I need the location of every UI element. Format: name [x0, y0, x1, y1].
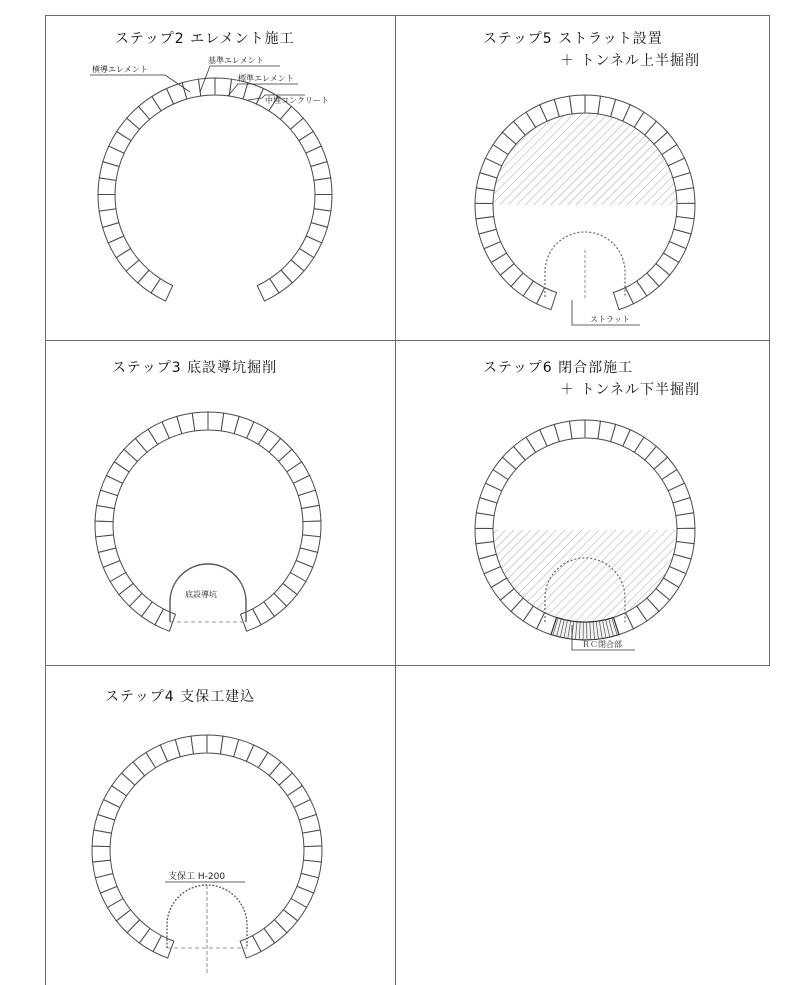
step6-title: ステップ6 閉合部施工 — [483, 360, 634, 376]
ring-element-segment — [676, 513, 695, 529]
ring-element-segment — [475, 203, 494, 219]
ring-element-segment — [475, 528, 494, 544]
step6-label-rc-closure: ＲＣ閉合部 — [582, 640, 622, 649]
ring-element-segment — [198, 78, 215, 96]
ring-element-segment — [192, 412, 208, 431]
step2-element-ring — [98, 78, 332, 301]
ring-element-segment — [302, 521, 321, 537]
step3-label-pilot-tunnel: 底設導坑 — [185, 590, 217, 599]
step2-title: ステップ2 エレメント施工 — [115, 31, 295, 47]
step3-title: ステップ3 底設導坑掘削 — [112, 360, 278, 376]
step2-label-standard-element: 標準エレメント — [238, 74, 294, 83]
step5-title: ステップ5 ストラット設置 — [483, 31, 663, 47]
ring-element-segment — [314, 194, 332, 211]
ring-element-segment — [302, 505, 321, 521]
ring-element-segment — [303, 846, 322, 862]
ring-element-segment — [98, 194, 116, 211]
ring-element-segment — [95, 521, 114, 537]
ring-element-segment — [570, 95, 585, 114]
ring-element-segment — [570, 420, 585, 439]
step2-label-filling-concrete: 中埋コンクリート — [265, 96, 329, 105]
step5-subtitle: ＋ トンネル上半掘削 — [560, 53, 701, 69]
step4-title: ステップ4 支保工建込 — [105, 689, 256, 705]
ring-element-segment — [92, 846, 111, 862]
step2-label-guide-element: 横導エレメント — [92, 65, 148, 74]
ring-element-segment — [303, 830, 322, 847]
step2-label-reference-element: 基準エレメント — [208, 56, 264, 65]
ring-element-segment — [191, 735, 207, 754]
ring-element-segment — [314, 178, 332, 195]
step5-label-strut: ストラット — [590, 315, 630, 324]
step6-subtitle: ＋ トンネル下半掘削 — [560, 382, 701, 398]
ring-element-segment — [676, 188, 695, 204]
step4-label-support: 支保工 H-200 — [168, 872, 226, 882]
